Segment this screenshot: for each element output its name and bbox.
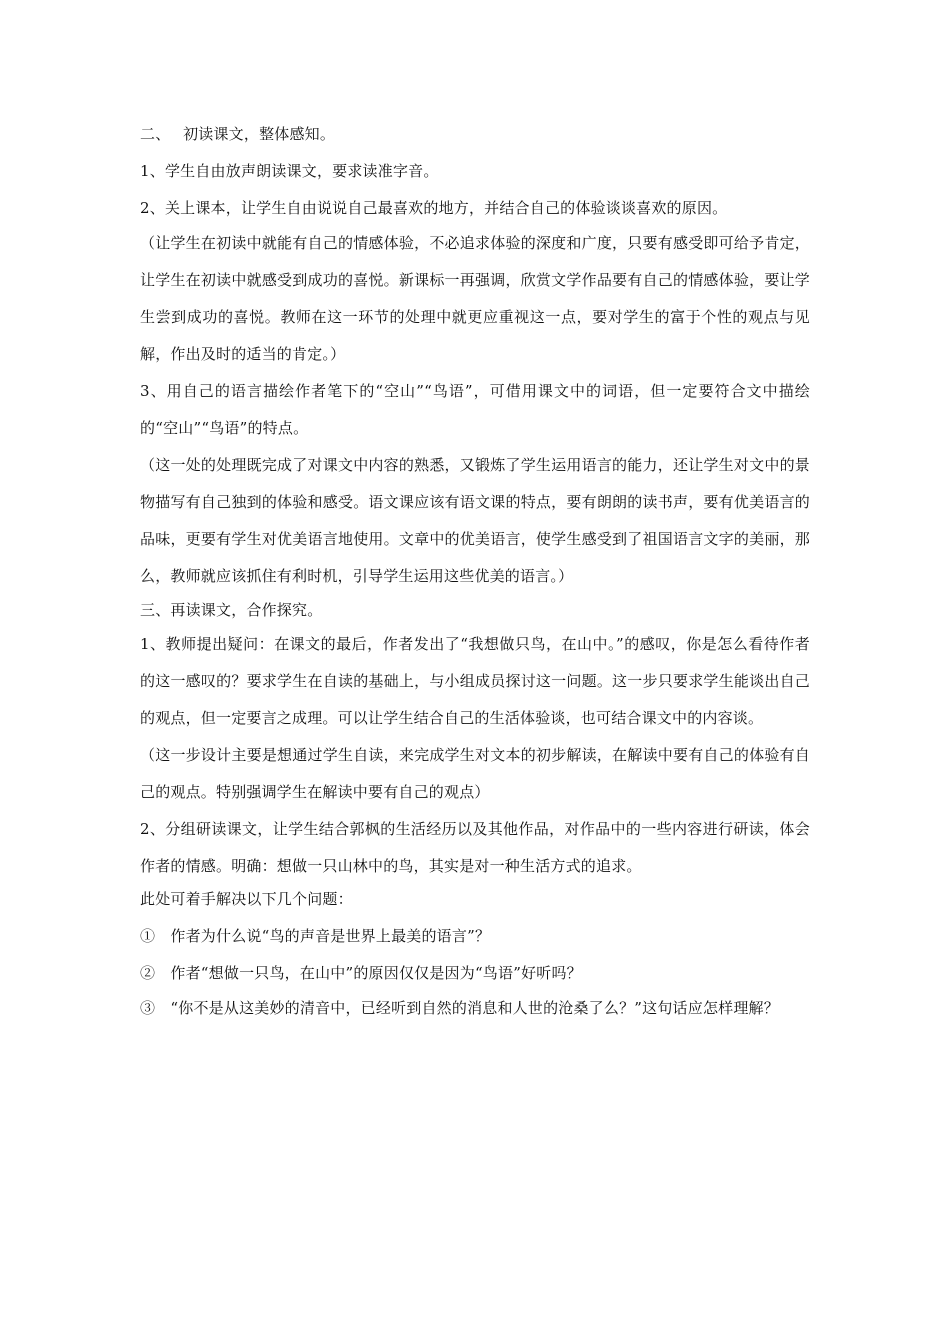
question-item: ② 作者“想做一只鸟，在山中”的原因仅仅是因为“鸟语”好听吗？ [140,964,582,982]
section-heading-three: 三、再读课文，合作探究。 [140,601,323,619]
document-body [140,121,810,1027]
step-paragraph: 3、用自己的语言描绘作者笔下的“空山”“鸟语”，可借用课文中的词语，但一定要符合文中描绘的“空山”“鸟语”的特点。 [140,382,810,437]
question-item: ① 作者为什么说“鸟的声音是世界上最美的语言”？ [140,927,491,945]
section-heading-two: 二、 初读课文，整体感知。 [140,125,336,143]
note-paragraph: （让学生在初读中就能有自己的情感体验，不必追求体验的深度和广度，只要有感受即可给予肯定，让学生在初读中就感受到成功的喜悦。新课标一再强调，欣赏文学作品要有自己的情感体验，要让学生尝到成功的喜悦。教师在这一环节的处理中就更应重视这一点，要对学生的富于个性的观点与见解，作出及时的适当的肯定。） [140,234,810,363]
note-paragraph: （这一处的处理既完成了对课文中内容的熟悉，又锻炼了学生运用语言的能力，还让学生对文中的景物描写有自己独到的体验和感受。语文课应该有语文课的特点，要有朗朗的读书声，要有优美语言的品味，更要有学生对优美语言地使用。文章中的优美语言，使学生感受到了祖国语言文字的美丽，那么，教师就应该抓住有利时机，引导学生运用这些优美的语言。） [140,456,810,585]
step-paragraph: 2、关上课本，让学生自由说说自己最喜欢的地方，并结合自己的体验谈谈喜欢的原因。 [140,199,728,217]
note-paragraph: （这一步设计主要是想通过学生自读，来完成学生对文本的初步解读，在解读中要有自己的体验有自己的观点。特别强调学生在解读中要有自己的观点） [140,746,810,801]
question-intro: 此处可着手解决以下几个问题： [140,890,353,908]
step-paragraph: 1、学生自由放声朗读课文，要求读准字音。 [140,162,439,180]
question-item: ③ “你不是从这美妙的清音中，已经听到自然的消息和人世的沧桑了么？”这句话应怎样理解？ [140,999,779,1017]
step-paragraph: 2、分组研读课文，让学生结合郭枫的生活经历以及其他作品，对作品中的一些内容进行研读，体会作者的情感。明确：想做一只山林中的鸟，其实是对一种生活方式的追求。 [140,820,810,875]
step-paragraph: 1、教师提出疑问：在课文的最后，作者发出了“我想做只鸟，在山中。”的感叹，你是怎么看待作者的这一感叹的？要求学生在自读的基础上，与小组成员探讨这一问题。这一步只要求学生能谈出自己的观点，但一定要言之成理。可以让学生结合自己的生活体验谈，也可结合课文中的内容谈。 [140,635,810,727]
